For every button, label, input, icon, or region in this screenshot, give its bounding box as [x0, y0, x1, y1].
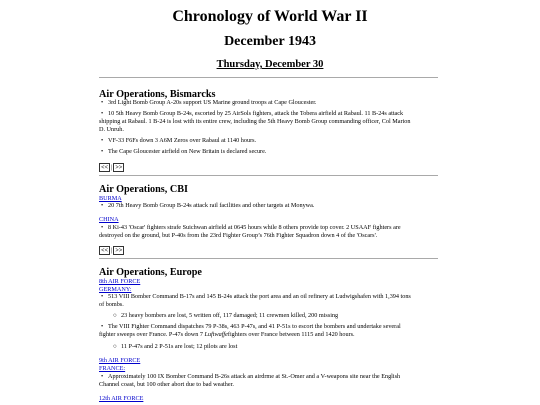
- list-item-continuation: D. Unruh.: [99, 126, 124, 133]
- sub-list-item: ○ 11 P-47s and 2 P-51s are lost; 12 pilots are lost: [113, 343, 238, 350]
- page-subtitle-month: December 1943: [224, 34, 316, 49]
- air-force-link-12th[interactable]: 12th AIR FORCE: [99, 395, 144, 402]
- list-item-continuation: Channel coast, but 100 other abort due to bad weather.: [99, 381, 234, 388]
- air-force-link-9th[interactable]: 9th AIR FORCE: [99, 357, 141, 364]
- list-item-continuation: of bombs.: [99, 301, 124, 308]
- list-item-continuation: shipping at Rabaul. 1 B-24 is lost with its entire crew, including the 5th Heavy Bomb Group commanding officer, Col Marion: [99, 118, 411, 125]
- list-item: • The Cape Gloucester airfield on New Britain is declared secure.: [101, 148, 267, 155]
- nav-separator: |: [111, 164, 113, 171]
- region-link-china[interactable]: CHINA: [99, 216, 119, 223]
- list-item: • 10 5th Heavy Bomb Group B-24s, escorted by 25 AirSols fighters, attack the Tobera airfield at Rabaul. 11 B-24s attack: [101, 110, 404, 117]
- section-title-cbi: Air Operations, CBI: [99, 184, 188, 195]
- section-title-europe: Air Operations, Europe: [99, 267, 202, 278]
- sub-list-item: ○ 23 heavy bombers are lost, 5 written off, 117 damaged; 11 crewmen killed, 200 missing: [113, 312, 339, 319]
- sub-bullet-icon: ○: [113, 312, 117, 319]
- bullet-icon: •: [101, 148, 104, 155]
- list-item: • 20 7th Heavy Bomb Group B-24s attack rail facilities and other targets at Monywa.: [101, 202, 315, 209]
- bullet-icon: •: [101, 373, 104, 380]
- bullet-icon: •: [101, 293, 104, 300]
- next-day-button[interactable]: >>: [115, 247, 123, 254]
- region-link-burma[interactable]: BURMA: [99, 195, 122, 202]
- list-item: • The VIII Fighter Command dispatches 79 P-38s, 463 P-47s, and 41 P-51s to escort the bombers and undertake several: [101, 323, 401, 330]
- bullet-icon: •: [101, 202, 104, 209]
- list-item: • 513 VIII Bomber Command B-17s and 145 B-24s attack the port area and an oil refinery at Ludwigshafen with 1,394 tons: [101, 293, 411, 300]
- bullet-icon: •: [101, 323, 104, 330]
- section-title-bismarcks: Air Operations, Bismarcks: [99, 89, 216, 100]
- divider: [99, 258, 438, 259]
- divider: [99, 175, 438, 176]
- bullet-icon: •: [101, 224, 104, 231]
- nav-separator: |: [111, 247, 113, 254]
- sub-bullet-icon: ○: [113, 343, 117, 350]
- list-item: • Approximately 100 IX Bomber Command B-26s attack an airdrme at St.-Omer and a V-weapons site near the English: [101, 373, 401, 380]
- list-item-continuation: destroyed on the ground, but P-40s from the 23rd Fighter Group’s 76th Fighter Squadron down 4 of the 'Oscars'.: [99, 232, 378, 239]
- list-item: • VF-33 F6Fs down 3 A6M Zeros over Rabaul at 1140 hours.: [101, 137, 257, 144]
- bullet-icon: •: [101, 99, 104, 106]
- bullet-icon: •: [101, 137, 104, 144]
- list-item: • 3rd Light Bomb Group A-20s support US Marine ground troops at Cape Gloucester.: [101, 99, 317, 106]
- next-day-button[interactable]: >>: [115, 164, 123, 171]
- divider: [99, 77, 438, 78]
- page-title: Chronology of World War II: [172, 8, 368, 25]
- nav-bar: [99, 246, 124, 255]
- date-heading: Thursday, December 30: [216, 59, 324, 70]
- prev-day-button[interactable]: <<: [101, 247, 109, 254]
- list-item-continuation: fighter sweeps over France. P-47s down 7 Luftwaffefighters over France between 1115 and 1420 hours.: [99, 331, 355, 338]
- bullet-icon: •: [101, 110, 104, 117]
- region-link-germany[interactable]: GERMANY:: [99, 286, 132, 293]
- list-item: • 8 Ki-43 'Oscar' fighters strafe Suichwan airfield at 0645 hours while 8 others provide top cover. 2 USAAF fighters are: [101, 224, 401, 231]
- region-link-france[interactable]: FRANCE:: [99, 365, 126, 372]
- air-force-link-8th[interactable]: 8th AIR FORCE: [99, 278, 141, 285]
- prev-day-button[interactable]: <<: [101, 164, 109, 171]
- nav-bar: [99, 163, 124, 172]
